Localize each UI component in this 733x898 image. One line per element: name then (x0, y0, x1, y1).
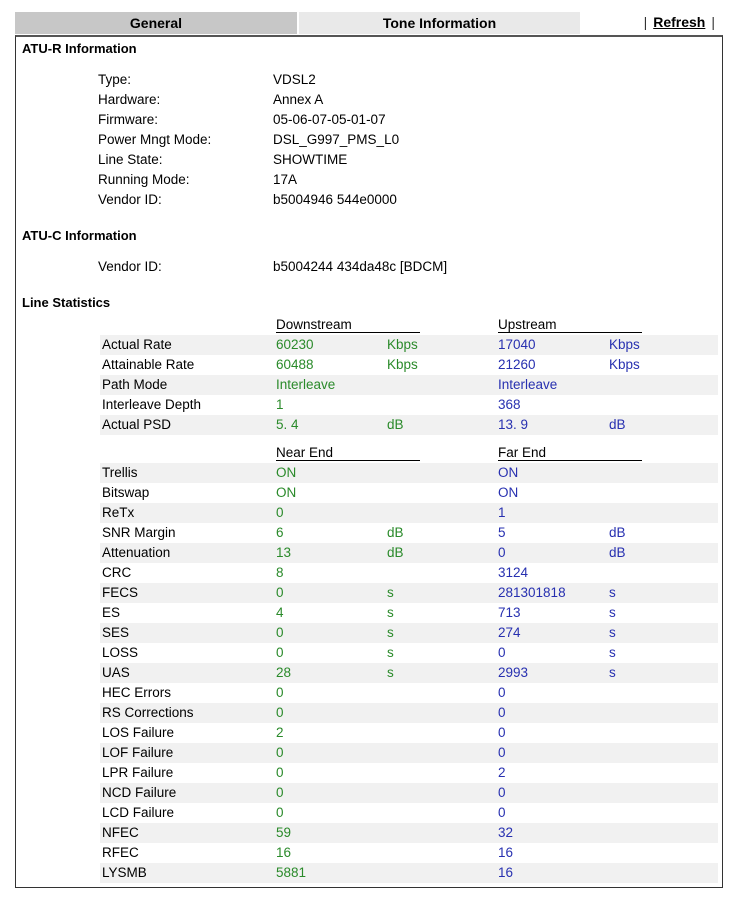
info-value: 05-06-07-05-01-07 (273, 112, 386, 127)
left-value: 0 (276, 505, 284, 520)
table-row (100, 623, 718, 643)
table-row (100, 823, 718, 843)
right-value: 0 (498, 805, 506, 820)
row-label: Attenuation (102, 545, 171, 560)
left-value: 0 (276, 765, 284, 780)
row-label: SNR Margin (102, 525, 176, 540)
right-value: 0 (498, 705, 506, 720)
info-value: 17A (273, 172, 298, 187)
table-row (100, 463, 718, 483)
left-unit: dB (387, 525, 404, 540)
left-unit: s (387, 625, 394, 640)
right-value: ON (498, 465, 519, 480)
right-value: 0 (498, 725, 506, 740)
left-value: 2 (276, 725, 284, 740)
right-value: 274 (498, 625, 521, 640)
left-value: 5. 4 (276, 417, 299, 432)
near-end-header: Near End (276, 445, 420, 461)
right-value: 13. 9 (498, 417, 529, 432)
left-value: 0 (276, 645, 284, 660)
right-unit: s (609, 585, 616, 600)
table-row (100, 395, 718, 415)
row-label: Trellis (102, 465, 138, 480)
rate-header (100, 317, 718, 333)
table-row (100, 483, 718, 503)
left-value: 0 (276, 625, 284, 640)
info-label: Power Mngt Mode: (98, 132, 212, 147)
info-label: Running Mode: (98, 172, 190, 187)
info-label: Hardware: (98, 92, 161, 107)
right-value: 2 (498, 765, 506, 780)
right-unit: Kbps (609, 357, 640, 372)
row-label: ReTx (102, 505, 135, 520)
left-value: 13 (276, 545, 292, 560)
upstream-header: Upstream (498, 317, 642, 333)
table-row (100, 523, 718, 543)
left-unit: Kbps (387, 357, 418, 372)
row-label: Actual PSD (102, 417, 172, 432)
right-value: 713 (498, 605, 521, 620)
row-label: LOF Failure (102, 745, 174, 760)
table-row (100, 723, 718, 743)
table-row (100, 603, 718, 623)
left-value: 0 (276, 785, 284, 800)
right-unit: s (609, 665, 616, 680)
info-label: Vendor ID: (98, 192, 162, 207)
tab-bar (15, 12, 723, 36)
right-value: 1 (498, 505, 506, 520)
left-unit: Kbps (387, 337, 418, 352)
left-value: Interleave (276, 377, 336, 392)
left-value: ON (276, 485, 297, 500)
row-label: LOSS (102, 645, 139, 660)
info-label: Line State: (98, 152, 163, 167)
table-row (100, 503, 718, 523)
right-value: 281301818 (498, 585, 566, 600)
row-label: Interleave Depth (102, 397, 202, 412)
far-end-header: Far End (498, 445, 642, 461)
right-value: 0 (498, 745, 506, 760)
table-row (100, 763, 718, 783)
left-value: 28 (276, 665, 292, 680)
table-row (100, 703, 718, 723)
left-unit: s (387, 585, 394, 600)
row-label: Attainable Rate (102, 357, 195, 372)
right-value: 5 (498, 525, 506, 540)
right-value: Interleave (498, 377, 558, 392)
info-value: b5004244 434da48c [BDCM] (273, 259, 448, 274)
row-label: Actual Rate (102, 337, 172, 352)
left-unit: s (387, 605, 394, 620)
right-value: 21260 (498, 357, 536, 372)
row-label: UAS (102, 665, 130, 680)
info-value: SHOWTIME (273, 152, 348, 167)
right-value: 0 (498, 685, 506, 700)
table-row (100, 783, 718, 803)
right-value: 2993 (498, 665, 529, 680)
atuc-section-title: ATU-C Information (22, 228, 137, 243)
refresh-area (638, 14, 721, 30)
table-row (100, 663, 718, 683)
row-label: ES (102, 605, 121, 620)
left-unit: dB (387, 545, 404, 560)
right-value: 17040 (498, 337, 536, 352)
row-label: NFEC (102, 825, 139, 840)
left-value: 1 (276, 397, 284, 412)
line-statistics-title: Line Statistics (22, 295, 111, 310)
left-value: 4 (276, 605, 284, 620)
row-label: RS Corrections (102, 705, 194, 720)
left-value: 0 (276, 685, 284, 700)
right-unit: dB (609, 545, 626, 560)
info-label: Firmware: (98, 112, 158, 127)
table-row (100, 563, 718, 583)
row-label: CRC (102, 565, 132, 580)
atur-section-title: ATU-R Information (22, 41, 137, 56)
info-label: Type: (98, 72, 132, 87)
right-unit: s (609, 605, 616, 620)
end-header (100, 445, 718, 461)
left-value: 60488 (276, 357, 314, 372)
row-label: LYSMB (102, 865, 147, 880)
left-value: 0 (276, 745, 284, 760)
tab-general[interactable]: General (15, 12, 297, 34)
separator-left: | (643, 14, 648, 30)
right-value: 3124 (498, 565, 529, 580)
table-row (100, 335, 718, 355)
row-label: LCD Failure (102, 805, 175, 820)
row-label: HEC Errors (102, 685, 172, 700)
left-unit: dB (387, 417, 404, 432)
table-row (100, 843, 718, 863)
right-value: 368 (498, 397, 521, 412)
left-value: 6 (276, 525, 284, 540)
info-value: Annex A (273, 92, 324, 107)
info-label: Vendor ID: (98, 259, 162, 274)
left-value: 59 (276, 825, 292, 840)
separator-right: | (711, 14, 715, 30)
right-unit: dB (609, 525, 626, 540)
right-value: 16 (498, 865, 514, 880)
table-row (100, 583, 718, 603)
right-value: 0 (498, 785, 506, 800)
row-label: Bitswap (102, 485, 150, 500)
refresh-link[interactable]: Refresh (653, 14, 706, 30)
right-value: 0 (498, 545, 506, 560)
row-label: SES (102, 625, 130, 640)
info-value: VDSL2 (273, 72, 316, 87)
left-unit: s (387, 645, 394, 660)
row-label: RFEC (102, 845, 139, 860)
right-value: 16 (498, 845, 514, 860)
right-value: 32 (498, 825, 514, 840)
table-row (100, 803, 718, 823)
info-value: DSL_G997_PMS_L0 (273, 132, 400, 147)
right-value: ON (498, 485, 519, 500)
left-value: ON (276, 465, 297, 480)
table-row (100, 355, 718, 375)
left-value: 0 (276, 705, 284, 720)
right-unit: dB (609, 417, 626, 432)
table-row (100, 743, 718, 763)
table-row (100, 863, 718, 883)
row-label: NCD Failure (102, 785, 177, 800)
left-value: 5881 (276, 865, 307, 880)
left-value: 60230 (276, 337, 314, 352)
table-row (100, 543, 718, 563)
status-panel (15, 35, 723, 888)
row-label: Path Mode (102, 377, 168, 392)
table-row (100, 375, 718, 395)
tab-tone-information[interactable]: Tone Information (299, 12, 580, 34)
right-value: 0 (498, 645, 506, 660)
right-unit: s (609, 645, 616, 660)
row-label: LOS Failure (102, 725, 175, 740)
left-value: 16 (276, 845, 292, 860)
right-unit: Kbps (609, 337, 640, 352)
table-row (100, 683, 718, 703)
left-value: 0 (276, 805, 284, 820)
left-unit: s (387, 665, 394, 680)
left-value: 8 (276, 565, 284, 580)
downstream-header: Downstream (276, 317, 420, 333)
info-value: b5004946 544e0000 (273, 192, 397, 207)
left-value: 0 (276, 585, 284, 600)
row-label: FECS (102, 585, 139, 600)
row-label: LPR Failure (102, 765, 174, 780)
right-unit: s (609, 625, 616, 640)
table-row (100, 415, 718, 435)
table-row (100, 643, 718, 663)
